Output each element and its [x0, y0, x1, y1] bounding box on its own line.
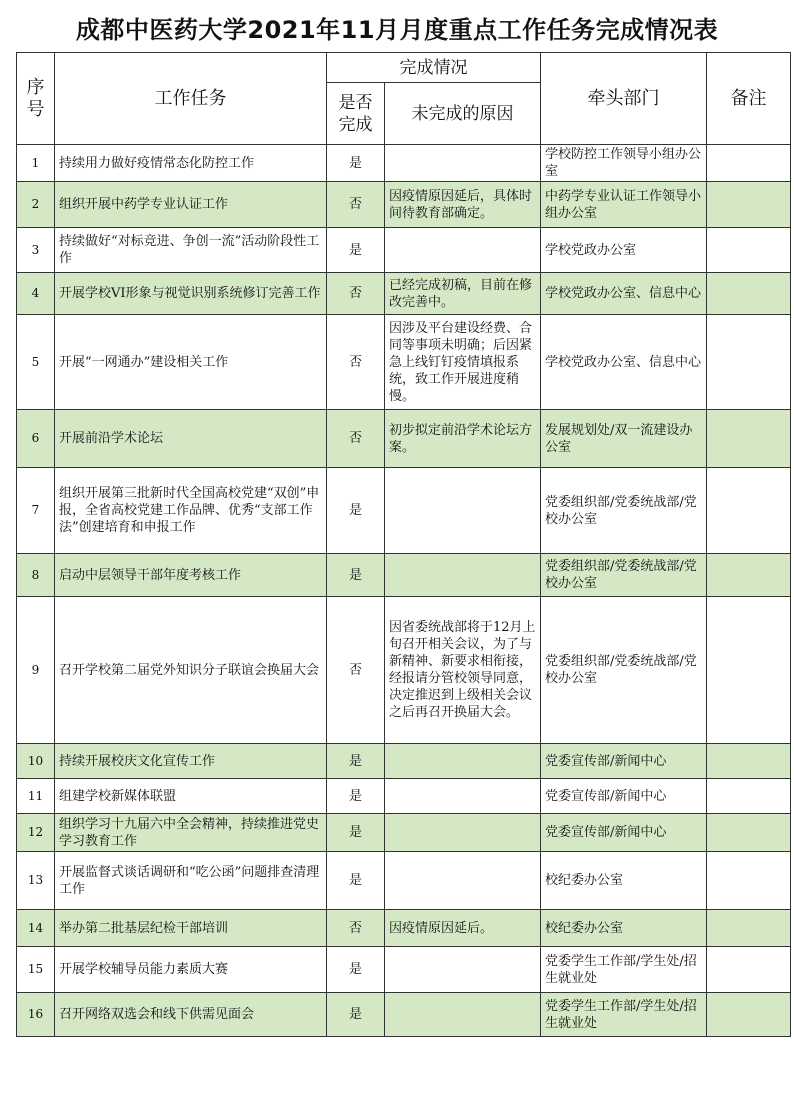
cell-dept: 党委组织部/党委统战部/党校办公室 — [541, 468, 707, 554]
cell-note — [707, 744, 791, 779]
cell-task: 组织学习十九届六中全会精神，持续推进党史学习教育工作 — [55, 814, 327, 852]
table-row — [17, 852, 791, 910]
table-row — [17, 947, 791, 993]
cell-done: 是 — [327, 814, 385, 852]
cell-dept: 党委学生工作部/学生处/招生就业处 — [541, 947, 707, 993]
cell-note — [707, 597, 791, 744]
table-row — [17, 744, 791, 779]
cell-task: 开展学校VI形象与视觉识别系统修订完善工作 — [55, 273, 327, 315]
cell-done: 是 — [327, 468, 385, 554]
cell-dept: 发展规划处/双一流建设办公室 — [541, 410, 707, 468]
table-row — [17, 814, 791, 852]
cell-task: 组织开展第三批新时代全国高校党建“双创”申报，全省高校党建工作品牌、优秀“支部工作法”创建培育和申报工作 — [55, 468, 327, 554]
cell-done: 否 — [327, 910, 385, 947]
cell-note — [707, 947, 791, 993]
cell-reason — [385, 554, 541, 597]
cell-done: 否 — [327, 315, 385, 410]
cell-reason — [385, 779, 541, 814]
cell-note — [707, 315, 791, 410]
cell-done: 是 — [327, 993, 385, 1037]
cell-dept: 党委宣传部/新闻中心 — [541, 744, 707, 779]
cell-dept: 党委组织部/党委统战部/党校办公室 — [541, 554, 707, 597]
cell-done: 否 — [327, 273, 385, 315]
cell-done: 是 — [327, 947, 385, 993]
cell-task: 举办第二批基层纪检干部培训 — [55, 910, 327, 947]
cell-dept: 校纪委办公室 — [541, 852, 707, 910]
cell-done: 是 — [327, 779, 385, 814]
cell-done: 是 — [327, 744, 385, 779]
cell-reason: 因疫情原因延后。 — [385, 910, 541, 947]
cell-note — [707, 410, 791, 468]
cell-no: 7 — [17, 468, 55, 554]
cell-no: 10 — [17, 744, 55, 779]
cell-task: 持续开展校庆文化宣传工作 — [55, 744, 327, 779]
table-row — [17, 993, 791, 1037]
table-row — [17, 182, 791, 228]
page-title: 成都中医药大学2021年11月月度重点工作任务完成情况表 — [75, 16, 719, 44]
cell-dept: 中药学专业认证工作领导小组办公室 — [541, 182, 707, 228]
cell-task: 启动中层领导干部年度考核工作 — [55, 554, 327, 597]
header-task: 工作任务 — [55, 53, 327, 145]
cell-task: 持续用力做好疫情常态化防控工作 — [55, 145, 327, 182]
table-row — [17, 468, 791, 554]
cell-dept: 学校党政办公室、信息中心 — [541, 273, 707, 315]
header-no — [17, 53, 55, 145]
task-table — [16, 52, 791, 1037]
task-table-body — [17, 145, 791, 1037]
cell-no: 8 — [17, 554, 55, 597]
cell-task: 开展学校辅导员能力素质大赛 — [55, 947, 327, 993]
cell-no: 13 — [17, 852, 55, 910]
header-note: 备注 — [707, 53, 791, 145]
cell-note — [707, 910, 791, 947]
header-dept: 牵头部门 — [541, 53, 707, 145]
cell-reason — [385, 744, 541, 779]
cell-reason — [385, 228, 541, 273]
table-row — [17, 273, 791, 315]
cell-no: 11 — [17, 779, 55, 814]
cell-no: 3 — [17, 228, 55, 273]
cell-done: 是 — [327, 852, 385, 910]
cell-done: 是 — [327, 554, 385, 597]
cell-reason — [385, 993, 541, 1037]
cell-reason — [385, 814, 541, 852]
cell-no: 4 — [17, 273, 55, 315]
table-row — [17, 910, 791, 947]
cell-reason: 因省委统战部将于12月上旬召开相关会议，为了与新精神、新要求相衔接，经报请分管校领导同意，决定推迟到上级相关会议之后再召开换届大会。 — [385, 597, 541, 744]
cell-dept: 学校防控工作领导小组办公室 — [541, 145, 707, 182]
header-no-label: 序号 — [26, 76, 45, 120]
cell-note — [707, 273, 791, 315]
table-row — [17, 315, 791, 410]
cell-dept: 党委组织部/党委统战部/党校办公室 — [541, 597, 707, 744]
cell-no: 6 — [17, 410, 55, 468]
cell-done: 否 — [327, 182, 385, 228]
cell-dept: 学校党政办公室 — [541, 228, 707, 273]
header-status-group: 完成情况 — [327, 53, 541, 83]
cell-task: 持续做好“对标竞进、争创一流”活动阶段性工作 — [55, 228, 327, 273]
cell-done: 否 — [327, 597, 385, 744]
cell-reason — [385, 145, 541, 182]
cell-dept: 校纪委办公室 — [541, 910, 707, 947]
cell-task: 召开学校第二届党外知识分子联谊会换届大会 — [55, 597, 327, 744]
cell-done: 是 — [327, 145, 385, 182]
cell-reason: 因涉及平台建设经费、合同等事项未明确；后因紧急上线钉钉疫情填报系统，致工作开展进度稍慢。 — [385, 315, 541, 410]
cell-dept: 党委宣传部/新闻中心 — [541, 779, 707, 814]
cell-reason — [385, 947, 541, 993]
cell-task: 召开网络双选会和线下供需见面会 — [55, 993, 327, 1037]
cell-no: 12 — [17, 814, 55, 852]
cell-no: 9 — [17, 597, 55, 744]
cell-reason: 初步拟定前沿学术论坛方案。 — [385, 410, 541, 468]
table-row — [17, 597, 791, 744]
cell-note — [707, 814, 791, 852]
cell-note — [707, 554, 791, 597]
cell-no: 14 — [17, 910, 55, 947]
table-row — [17, 779, 791, 814]
header-reason: 未完成的原因 — [385, 83, 541, 145]
cell-task: 开展前沿学术论坛 — [55, 410, 327, 468]
cell-note — [707, 145, 791, 182]
cell-dept: 学校党政办公室、信息中心 — [541, 315, 707, 410]
table-row — [17, 410, 791, 468]
cell-no: 1 — [17, 145, 55, 182]
cell-reason: 因疫情原因延后，具体时间待教育部确定。 — [385, 182, 541, 228]
cell-dept: 党委宣传部/新闻中心 — [541, 814, 707, 852]
cell-task: 组建学校新媒体联盟 — [55, 779, 327, 814]
cell-done: 否 — [327, 410, 385, 468]
cell-note — [707, 993, 791, 1037]
cell-task: 组织开展中药学专业认证工作 — [55, 182, 327, 228]
cell-task: 开展“一网通办”建设相关工作 — [55, 315, 327, 410]
cell-note — [707, 182, 791, 228]
cell-no: 2 — [17, 182, 55, 228]
cell-note — [707, 468, 791, 554]
cell-no: 16 — [17, 993, 55, 1037]
cell-note — [707, 779, 791, 814]
cell-reason — [385, 468, 541, 554]
cell-note — [707, 852, 791, 910]
cell-reason: 已经完成初稿，目前在修改完善中。 — [385, 273, 541, 315]
cell-dept: 党委学生工作部/学生处/招生就业处 — [541, 993, 707, 1037]
cell-no: 15 — [17, 947, 55, 993]
cell-note — [707, 228, 791, 273]
cell-reason — [385, 852, 541, 910]
table-row — [17, 145, 791, 182]
header-done: 是否完成 — [327, 83, 385, 145]
cell-task: 开展监督式谈话调研和“吃公函”问题排查清理工作 — [55, 852, 327, 910]
table-row — [17, 228, 791, 273]
table-row — [17, 554, 791, 597]
cell-done: 是 — [327, 228, 385, 273]
cell-no: 5 — [17, 315, 55, 410]
